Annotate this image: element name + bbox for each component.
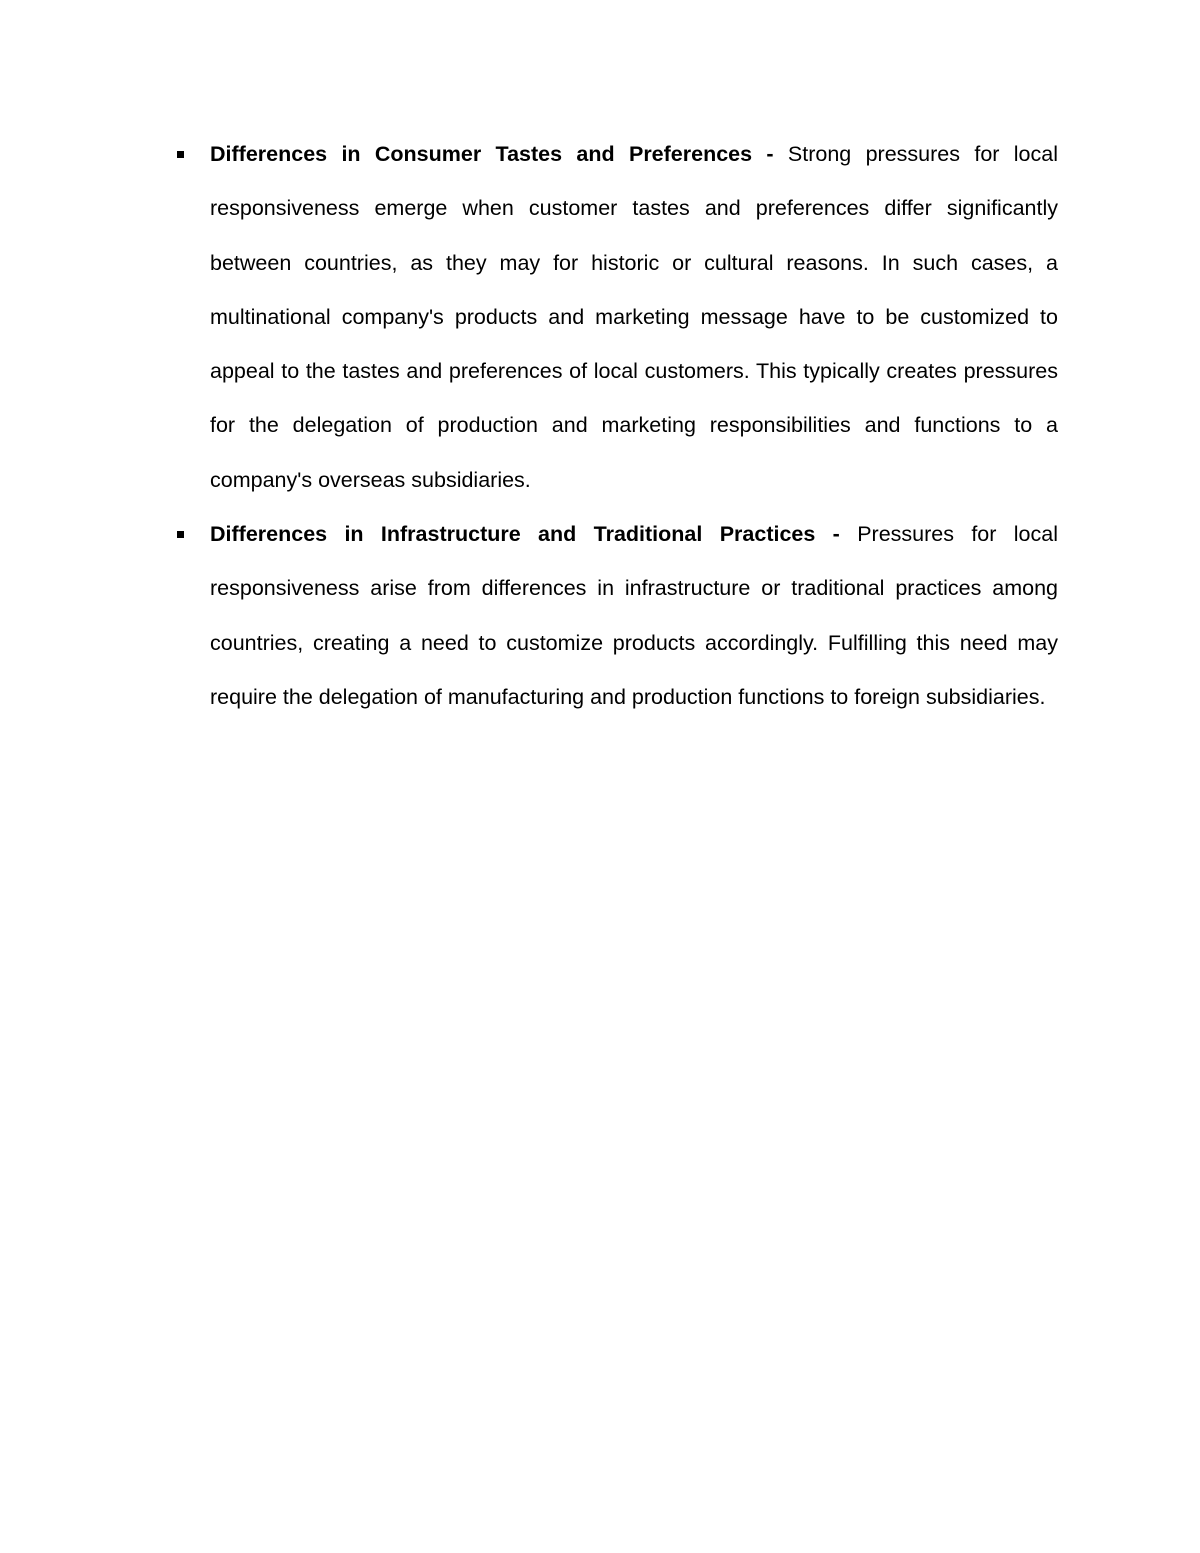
- paragraph: [210, 507, 1058, 724]
- paragraph: [210, 127, 1058, 507]
- bullet-list: [174, 127, 1058, 724]
- square-bullet-icon: [177, 531, 184, 538]
- bullet-heading: Differences in Infrastructure and Traditional Practices -: [210, 522, 858, 547]
- bullet-body: Pressures for local responsiveness arise from differences in infrastructure or traditional practices among countries, creating a need to customize products accordingly. Fulfilling this need may require the delegation of manufacturing and production functions to foreign subsidiaries.: [210, 522, 1058, 709]
- list-item: [174, 127, 1058, 507]
- list-item: [174, 507, 1058, 724]
- square-bullet-icon: [177, 151, 184, 158]
- bullet-heading: Differences in Consumer Tastes and Preferences -: [210, 142, 788, 166]
- bullet-body: Strong pressures for local responsiveness emerge when customer tastes and preferences differ significantly between countries, as they may for historic or cultural reasons. In such cases, a multinational company's products and marketing message have to be customized to appeal to the tastes and preferences of local customers. This typically creates pressures for the delegation of production and marketing responsibilities and functions to a company's overseas subsidiaries.: [210, 142, 1058, 492]
